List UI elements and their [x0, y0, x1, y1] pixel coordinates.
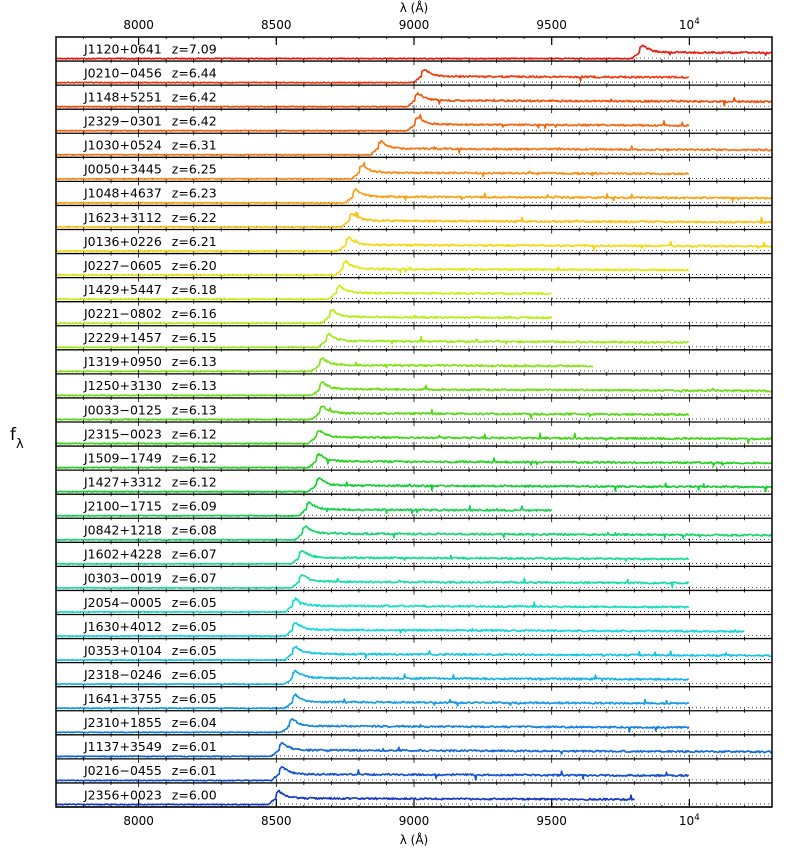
spectrum-row [56, 494, 772, 518]
quasar-label [83, 571, 217, 586]
quasar-redshift: z=6.09 [171, 498, 217, 514]
quasar-redshift: z=6.25 [171, 161, 217, 177]
spectrum-row [56, 181, 772, 205]
spectrum-row [56, 735, 772, 759]
spectrum-row [56, 711, 772, 735]
spectrum-row [56, 518, 772, 542]
quasar-label [83, 547, 217, 562]
spectrum-row [56, 759, 772, 783]
quasar-redshift: z=6.13 [171, 378, 217, 394]
spectrum-row [56, 446, 772, 470]
x-tick-label-top: $10^4$ [678, 17, 700, 32]
spectrum-row [56, 615, 772, 639]
quasar-redshift: z=6.05 [171, 666, 217, 682]
quasar-name: J2100−1715 [84, 498, 162, 514]
spectrum-line [56, 646, 771, 660]
quasar-label [83, 306, 217, 321]
quasar-name: J1429+5447 [84, 281, 162, 297]
spectrum-row [56, 398, 772, 422]
quasar-name: J0210−0456 [84, 65, 162, 81]
quasar-redshift: z=6.20 [171, 257, 217, 273]
spectrum-line [56, 454, 771, 468]
spectrum-row [56, 61, 772, 85]
spectrum-row [56, 133, 772, 157]
quasar-redshift: z=6.18 [171, 281, 217, 297]
spectrum-row [56, 663, 772, 687]
spectrum-row [56, 157, 772, 181]
spectrum-line [56, 93, 771, 107]
quasar-name: J1630+4012 [84, 618, 162, 634]
quasar-label [83, 210, 217, 225]
quasar-label [83, 330, 217, 345]
quasar-name: J0216−0455 [84, 763, 162, 779]
quasar-name: J1319+0950 [84, 354, 162, 370]
quasar-name: J1509−1749 [84, 450, 162, 466]
quasar-label [83, 138, 217, 153]
quasar-redshift: z=6.44 [171, 65, 217, 81]
quasar-label [83, 499, 217, 514]
spectrum-line [56, 743, 771, 757]
quasar-name: J0227−0605 [84, 257, 162, 273]
quasar-redshift: z=6.13 [171, 354, 217, 370]
quasar-label [83, 234, 217, 249]
spectrum-line [56, 189, 771, 204]
quasar-label [83, 715, 217, 730]
x-tick-label-top: 8500 [261, 18, 292, 32]
spectrum-row [56, 687, 772, 711]
quasar-name: J2318−0246 [84, 666, 162, 682]
spectrum-row [56, 422, 772, 446]
spectrum-row [56, 205, 772, 229]
quasar-label [83, 619, 217, 634]
quasar-name: J0353+0104 [84, 642, 162, 658]
quasar-redshift: z=6.22 [171, 209, 217, 225]
spectrum-line [56, 45, 771, 59]
quasar-redshift: z=6.00 [171, 787, 217, 803]
quasar-label [83, 474, 217, 489]
quasar-redshift: z=6.07 [171, 546, 217, 562]
x-axis-title-bottom: λ (Å) [399, 833, 429, 847]
quasar-redshift: z=6.12 [171, 426, 217, 442]
quasar-label [83, 595, 217, 610]
quasar-label [83, 89, 217, 104]
quasar-redshift: z=6.05 [171, 618, 217, 634]
quasar-label [83, 426, 217, 441]
spectrum-row [56, 85, 772, 109]
spectrum-row [56, 590, 772, 614]
quasar-redshift: z=6.12 [171, 450, 217, 466]
quasar-redshift: z=6.05 [171, 691, 217, 707]
quasar-label [83, 258, 217, 273]
quasar-name: J1641+3755 [84, 691, 162, 707]
quasar-redshift: z=6.21 [171, 233, 217, 249]
x-tick-label-top: 9000 [398, 18, 430, 32]
y-axis-title-main: f [10, 425, 16, 445]
quasar-redshift: z=6.42 [171, 89, 217, 105]
quasar-label [83, 162, 217, 177]
quasar-name: J2329−0301 [84, 113, 162, 129]
quasar-label [83, 643, 217, 658]
quasar-name: J0136+0226 [84, 233, 162, 249]
quasar-redshift: z=6.07 [171, 570, 217, 586]
quasar-name: J1148+5251 [84, 89, 162, 105]
quasar-label [83, 691, 217, 706]
spectrum-row [56, 639, 772, 663]
quasar-name: J1048+4637 [84, 185, 162, 201]
quasar-redshift: z=6.04 [171, 715, 217, 731]
quasar-redshift: z=6.16 [171, 306, 217, 322]
quasar-label [83, 354, 217, 369]
quasar-name: J2310+1855 [84, 715, 162, 731]
quasar-label [83, 667, 217, 682]
quasar-label [83, 65, 217, 80]
quasar-label [83, 41, 217, 56]
quasar-label [83, 282, 217, 297]
quasar-name: J1427+3312 [84, 474, 162, 490]
spectrum-line [56, 382, 771, 396]
quasar-redshift: z=6.13 [171, 402, 217, 418]
quasar-label [83, 186, 217, 201]
quasar-name: J1602+4228 [84, 546, 162, 562]
y-axis-title [10, 425, 24, 452]
spectrum-line [56, 478, 771, 492]
quasar-redshift: z=6.01 [171, 763, 217, 779]
quasar-name: J0221−0802 [84, 306, 162, 322]
quasar-name: J0050+3445 [84, 161, 162, 177]
spectrum-row [56, 542, 772, 566]
spectrum-row [56, 566, 772, 590]
quasar-redshift: z=6.15 [171, 330, 217, 346]
spectrum-row [56, 302, 772, 326]
spectrum-line [56, 237, 771, 252]
quasar-name: J1120+0641 [84, 41, 162, 57]
x-tick-label-top: 8000 [123, 18, 154, 32]
quasar-redshift: z=6.12 [171, 474, 217, 490]
quasar-name: J0033−0125 [84, 402, 162, 418]
quasar-name: J0842+1218 [84, 522, 162, 538]
x-tick-label-bottom: 9500 [536, 814, 567, 828]
spectrum-line [56, 141, 771, 156]
quasar-label [83, 114, 217, 129]
quasar-name: J2315−0023 [84, 426, 162, 442]
x-tick-label-bottom: 8000 [123, 814, 154, 828]
quasar-name: J2356+0023 [84, 787, 162, 803]
x-tick-label-bottom: 8500 [261, 814, 292, 828]
quasar-label [83, 402, 217, 417]
x-tick-label-top: 9500 [536, 18, 567, 32]
spectrum-row [56, 230, 772, 254]
quasar-name: J2229+1457 [84, 330, 162, 346]
quasar-label [83, 523, 217, 538]
x-tick-label-bottom: 9000 [398, 814, 430, 828]
quasar-label [83, 787, 217, 802]
x-tick-label-bottom: $10^4$ [678, 813, 700, 828]
spectrum-row [56, 326, 772, 350]
quasar-redshift: z=6.42 [171, 113, 217, 129]
spectrum-row [56, 254, 772, 278]
quasar-redshift: z=6.05 [171, 594, 217, 610]
quasar-label [83, 739, 217, 754]
quasar-label [83, 450, 217, 465]
spectrum-row [56, 374, 772, 398]
spectrum-line [56, 431, 771, 444]
quasar-redshift: z=6.08 [171, 522, 217, 538]
spectrum-row [56, 470, 772, 494]
x-axis-title-top: λ (Å) [399, 1, 429, 15]
y-axis-title-sub: λ [16, 437, 24, 452]
quasar-name: J1623+3112 [84, 209, 162, 225]
spectrum-row [56, 278, 772, 302]
quasar-label [83, 378, 217, 393]
quasar-label [83, 763, 217, 778]
quasar-name: J2054−0005 [84, 594, 162, 610]
quasar-name: J1030+0524 [84, 137, 162, 153]
quasar-name: J1137+3549 [84, 739, 162, 755]
quasar-redshift: z=6.23 [171, 185, 217, 201]
quasar-redshift: z=6.01 [171, 739, 217, 755]
quasar-name: J0303−0019 [84, 570, 162, 586]
quasar-name: J1250+3130 [84, 378, 162, 394]
quasar-redshift: z=7.09 [171, 41, 217, 57]
quasar-redshift: z=6.05 [171, 642, 217, 658]
spectrum-row [56, 350, 772, 374]
spectrum-line [56, 213, 771, 228]
spectrum-row [56, 109, 772, 133]
quasar-redshift: z=6.31 [171, 137, 217, 153]
